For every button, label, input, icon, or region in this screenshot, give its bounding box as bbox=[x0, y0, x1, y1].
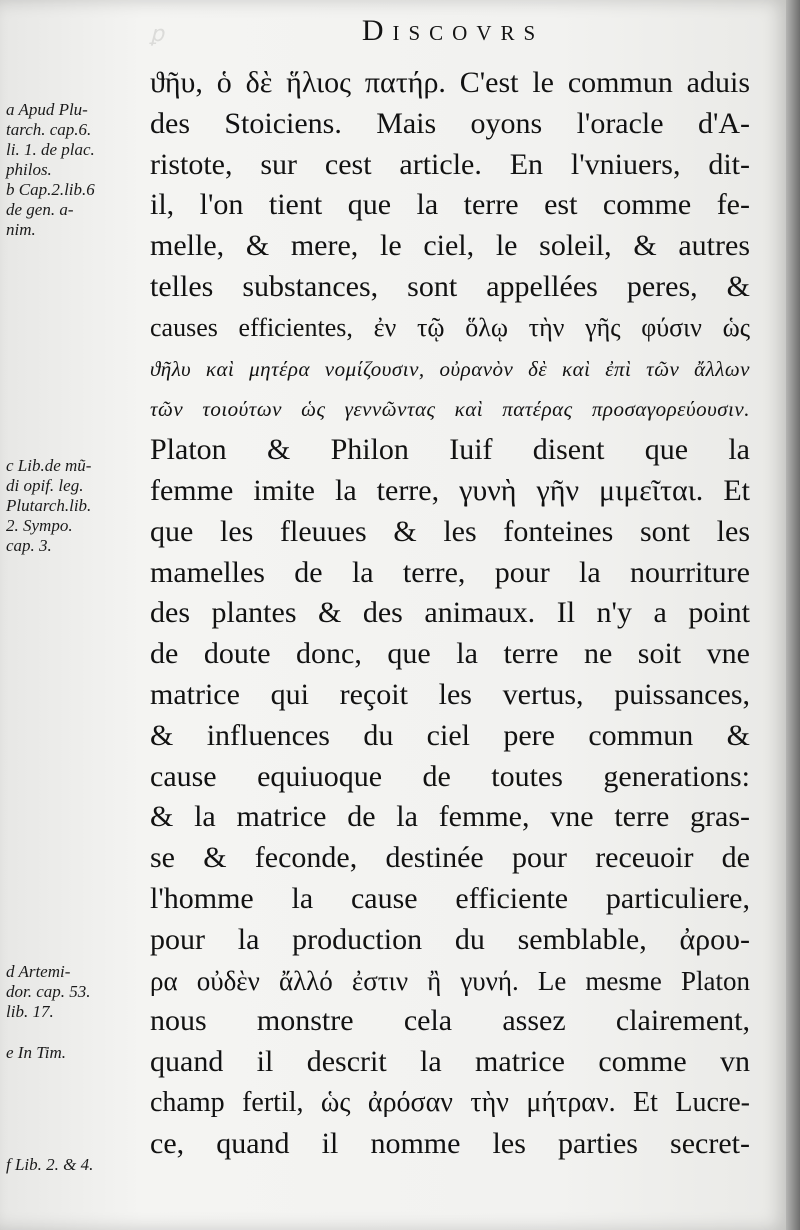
margin-note-line: c Lib.de mũ- bbox=[6, 456, 92, 475]
margin-note-line: lib. 17. bbox=[6, 1002, 54, 1021]
margin-note-line: d Artemi- bbox=[6, 962, 71, 981]
text-line: nous monstre cela assez clairement, bbox=[150, 1004, 750, 1038]
text-line: se & feconde, destinée pour receuoir de bbox=[150, 841, 750, 875]
text-line: matrice qui reçoit les vertus, puissances, bbox=[150, 677, 750, 711]
text-line: de doute donc, que la terre ne soit vne bbox=[150, 637, 750, 671]
text-line: causes efficientes, ἐν τῷ ὅλῳ τὴν γῆς φύσιν ὡς bbox=[150, 312, 750, 342]
text-line: quand il descrit la matrice comme vn bbox=[150, 1045, 750, 1079]
show-through-text: ꝑ bbox=[150, 22, 164, 47]
text-line: ρα οὐδὲν ἄλλό ἐστιν ἢ γυνή. Le mesme Platon bbox=[150, 965, 750, 996]
text-line: & influences du ciel pere commun & bbox=[150, 718, 750, 752]
page-edge-shadow bbox=[786, 0, 800, 1230]
margin-note-c bbox=[6, 456, 148, 556]
margin-note-line: li. 1. de plac. bbox=[6, 140, 95, 159]
text-line: cause equiuoque de toutes generations: bbox=[150, 759, 750, 793]
text-line: mamelles de la terre, pour la nourriture bbox=[150, 555, 750, 589]
text-line: pour la production du semblable, ἀρου- bbox=[150, 922, 750, 956]
text-line: femme imite la terre, γυνὴ γῆν μιμεῖται. Et bbox=[150, 473, 750, 507]
text-line-greek: τῶν τοιούτων ὡς γεννῶντας καὶ πατέρας προσαγορεύουσιν. bbox=[150, 397, 750, 422]
margin-note-line: nim. bbox=[6, 220, 36, 239]
margin-note-line: f Lib. 2. & 4. bbox=[6, 1155, 94, 1174]
text-line: ce, quand il nomme les parties secret- bbox=[150, 1126, 750, 1160]
margin-note-line: de gen. a- bbox=[6, 200, 74, 219]
text-line: champ fertil, ὡς ἀρόσαν τὴν μήτραν. Et Lucre- bbox=[150, 1086, 750, 1118]
margin-note-f bbox=[6, 1155, 148, 1175]
margin-note-line: b Cap.2.lib.6 bbox=[6, 180, 95, 199]
text-line: il, l'on tient que la terre est comme fe- bbox=[150, 188, 750, 222]
text-line: Platon & Philon Iuif disent que la bbox=[150, 433, 750, 467]
margin-note-a bbox=[6, 100, 148, 240]
text-line: que les fleuues & les fonteines sont les bbox=[150, 514, 750, 548]
text-line: l'homme la cause efficiente particuliere, bbox=[150, 881, 750, 915]
text-line: ristote, sur cest article. En l'vniuers, dit- bbox=[150, 147, 750, 181]
text-line: melle, & mere, le ciel, le soleil, & autres bbox=[150, 229, 750, 263]
text-line: des Stoiciens. Mais oyons l'oracle d'A- bbox=[150, 106, 750, 140]
margin-note-line: 2. Sympo. bbox=[6, 516, 73, 535]
text-line-greek: ϑῆλυ καὶ μητέρα νομίζουσιν, οὐρανὸν δὲ καὶ ἐπὶ τῶν ἄλλων bbox=[150, 356, 750, 381]
text-line: ϑῆυ, ὁ δὲ ἥλιος πατήρ. C'est le commun aduis bbox=[150, 66, 750, 99]
margin-note-line: philos. bbox=[6, 160, 52, 179]
margin-note-line: dor. cap. 53. bbox=[6, 982, 91, 1001]
margin-note-e bbox=[6, 1043, 148, 1063]
margin-note-line: tarch. cap.6. bbox=[6, 120, 92, 139]
margin-note-line: di opif. leg. bbox=[6, 476, 84, 495]
margin-note-line: a Apud Plu- bbox=[6, 100, 88, 119]
margin-note-line: e In Tim. bbox=[6, 1043, 66, 1062]
margin-note-line: Plutarch.lib. bbox=[6, 496, 92, 515]
margin-note-line: cap. 3. bbox=[6, 536, 52, 555]
running-head: Discovrs bbox=[361, 14, 545, 47]
text-line: & la matrice de la femme, vne terre gras- bbox=[150, 800, 750, 834]
margin-note-d bbox=[6, 962, 148, 1022]
text-line: telles substances, sont appellées peres, & bbox=[150, 269, 750, 303]
text-line: des plantes & des animaux. Il n'y a point bbox=[150, 596, 750, 630]
body-text bbox=[150, 63, 750, 1165]
